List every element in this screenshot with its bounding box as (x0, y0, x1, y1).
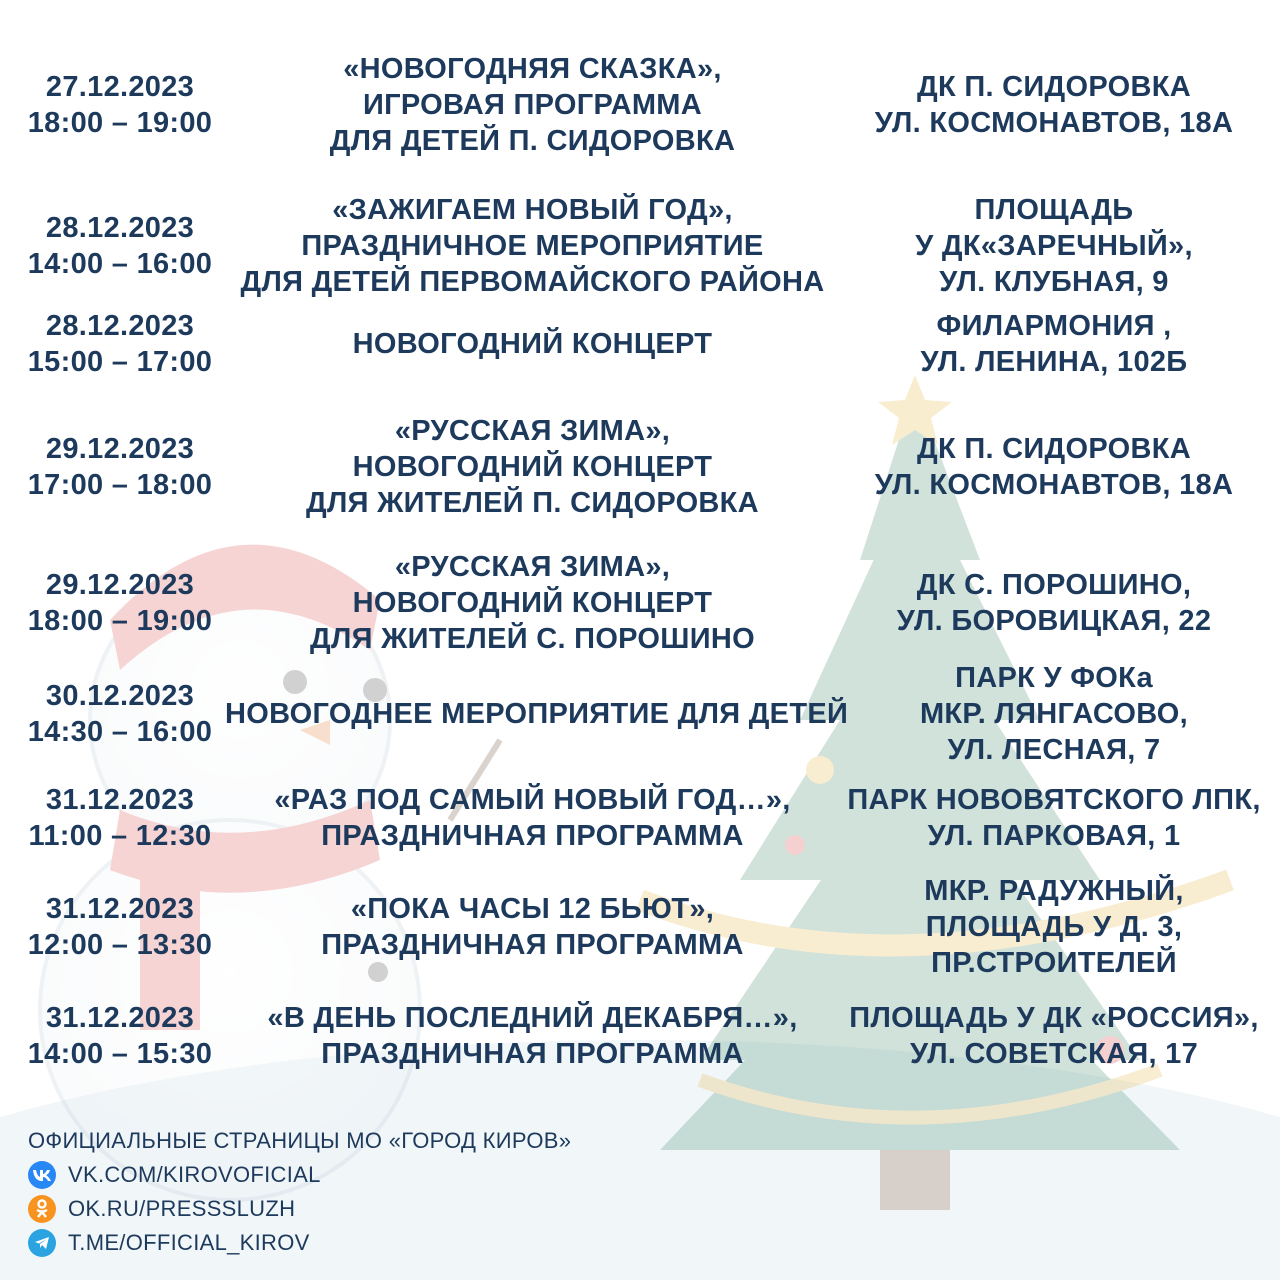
event-place-line: УЛ. КОСМОНАВТОВ, 18А (874, 107, 1234, 139)
event-title-line: ДЛЯ ЖИТЕЛЕЙ П. СИДОРОВКА (306, 487, 759, 519)
event-place-line: УЛ. ЛЕСНАЯ, 7 (947, 734, 1161, 766)
event-place-line: ПЛОЩАДЬ (974, 194, 1134, 226)
event-title-line: НОВОГОДНИЙ КОНЦЕРТ (352, 587, 713, 619)
event-datetime (0, 431, 240, 503)
event-place (838, 873, 1270, 981)
event-datetime-line: 17:00 – 18:00 (27, 469, 213, 501)
event-place (838, 69, 1270, 141)
event-place (838, 567, 1270, 639)
event-place-line: ДК П. СИДОРОВКА (917, 71, 1191, 103)
event-title-line: ПРАЗДНИЧНАЯ ПРОГРАММА (321, 1038, 744, 1070)
event-place-line: УЛ. СОВЕТСКАЯ, 17 (909, 1038, 1199, 1070)
event-place-line: ПР.СТРОИТЕЛЕЙ (931, 947, 1177, 979)
event-datetime-line: 11:00 – 12:30 (28, 820, 212, 852)
social-link-label: OK.RU/PRESSSLUZH (68, 1196, 296, 1221)
social-link-ok[interactable] (28, 1192, 571, 1226)
event-place-line: У ДК«ЗАРЕЧНЫЙ», (915, 230, 1193, 262)
event-row (0, 758, 1280, 878)
event-datetime (0, 1000, 240, 1072)
event-datetime (0, 567, 240, 639)
event-row (0, 976, 1280, 1096)
ok-icon (28, 1195, 56, 1223)
event-title-line: НОВОГОДНИЙ КОНЦЕРТ (352, 451, 713, 483)
event-datetime (0, 308, 240, 380)
event-datetime-line: 29.12.2023 (45, 433, 195, 465)
event-datetime-line: 14:00 – 15:30 (27, 1038, 213, 1070)
social-link-label: VK.COM/KIROVOFICIAL (68, 1162, 321, 1187)
social-link-label: T.ME/OFFICIAL_KIROV (68, 1230, 310, 1255)
event-title-line: «РАЗ ПОД САМЫЙ НОВЫЙ ГОД…», (274, 784, 791, 816)
event-title (225, 549, 840, 657)
event-place-line: ФИЛАРМОНИЯ , (936, 310, 1172, 342)
event-title-line: «ЗАЖИГАЕМ НОВЫЙ ГОД», (332, 194, 733, 226)
event-place (838, 431, 1270, 503)
event-row (0, 45, 1280, 165)
event-title (225, 782, 840, 854)
event-row (0, 654, 1280, 774)
event-place-line: МКР. ЛЯНГАСОВО, (919, 698, 1189, 730)
event-place (838, 1000, 1270, 1072)
event-place-line: ДК П. СИДОРОВКА (917, 433, 1191, 465)
event-datetime-line: 28.12.2023 (45, 310, 195, 342)
event-datetime-line: 14:30 – 16:00 (27, 716, 213, 748)
event-place (838, 782, 1270, 854)
event-place (838, 308, 1270, 380)
event-datetime (0, 210, 240, 282)
event-datetime-line: 27.12.2023 (45, 71, 195, 103)
footer (28, 1124, 571, 1260)
event-title-line: «НОВОГОДНЯЯ СКАЗКА», (343, 53, 722, 85)
event-title-line: «ПОКА ЧАСЫ 12 БЬЮТ», (350, 893, 715, 925)
event-title (225, 51, 840, 159)
event-title-line: ДЛЯ ДЕТЕЙ ПЕРВОМАЙСКОГО РАЙОНА (240, 266, 825, 298)
event-row (0, 284, 1280, 404)
event-place-line: ПЛОЩАДЬ У Д. 3, (925, 911, 1183, 943)
event-title-line: ДЛЯ ДЕТЕЙ П. СИДОРОВКА (329, 125, 736, 157)
event-datetime-line: 18:00 – 19:00 (27, 107, 213, 139)
event-row (0, 407, 1280, 527)
event-datetime-line: 15:00 – 17:00 (27, 346, 213, 378)
event-title-line: ПРАЗДНИЧНАЯ ПРОГРАММА (321, 929, 744, 961)
event-place-line: УЛ. ПАРКОВАЯ, 1 (927, 820, 1181, 852)
event-title (225, 1000, 840, 1072)
event-place-line: УЛ. КОСМОНАВТОВ, 18А (874, 469, 1234, 501)
event-datetime-line: 31.12.2023 (45, 893, 195, 925)
event-place-line: УЛ. ЛЕНИНА, 102Б (920, 346, 1188, 378)
event-place-line: ПЛОЩАДЬ У ДК «РОССИЯ», (849, 1002, 1259, 1034)
event-title-line: НОВОГОДНЕЕ МЕРОПРИЯТИЕ ДЛЯ ДЕТЕЙ (225, 698, 849, 730)
telegram-icon (28, 1229, 56, 1257)
event-datetime-line: 29.12.2023 (45, 569, 195, 601)
vk-icon (28, 1161, 56, 1189)
event-datetime (0, 678, 240, 750)
event-title-line: ДЛЯ ЖИТЕЛЕЙ С. ПОРОШИНО (310, 623, 755, 655)
event-place-line: УЛ. КЛУБНАЯ, 9 (939, 266, 1169, 298)
event-title-line: ПРАЗДНИЧНАЯ ПРОГРАММА (321, 820, 744, 852)
event-place-line: МКР. РАДУЖНЫЙ, (924, 875, 1184, 907)
event-title (225, 413, 840, 521)
event-title (225, 696, 849, 732)
event-place-line: ПАРК У ФОКа (955, 662, 1153, 694)
event-datetime (0, 891, 240, 963)
event-datetime-line: 12:00 – 13:30 (27, 929, 213, 961)
event-title-line: «В ДЕНЬ ПОСЛЕДНИЙ ДЕКАБРЯ…», (267, 1002, 798, 1034)
footer-title: ОФИЦИАЛЬНЫЕ СТРАНИЦЫ МО «ГОРОД КИРОВ» (28, 1128, 572, 1153)
event-datetime-line: 14:00 – 16:00 (27, 248, 213, 280)
event-title-line: ПРАЗДНИЧНОЕ МЕРОПРИЯТИЕ (301, 230, 764, 262)
event-datetime-line: 18:00 – 19:00 (27, 605, 213, 637)
event-title (225, 891, 840, 963)
event-title-line: ИГРОВАЯ ПРОГРАММА (362, 89, 703, 121)
event-datetime-line: 31.12.2023 (45, 1002, 195, 1034)
event-datetime (0, 69, 240, 141)
event-place-line: ПАРК НОВОВЯТСКОГО ЛПК, (847, 784, 1261, 816)
event-title-line: «РУССКАЯ ЗИМА», (394, 415, 671, 447)
event-row (0, 867, 1280, 987)
event-place-line: УЛ. БОРОВИЦКАЯ, 22 (896, 605, 1212, 637)
social-link-vk[interactable] (28, 1158, 571, 1192)
event-datetime-line: 28.12.2023 (45, 212, 195, 244)
event-datetime-line: 30.12.2023 (45, 680, 195, 712)
social-link-telegram[interactable] (28, 1226, 571, 1260)
event-datetime (0, 782, 240, 854)
event-datetime-line: 31.12.2023 (45, 784, 195, 816)
event-place-line: ДК С. ПОРОШИНО, (916, 569, 1192, 601)
event-title (225, 326, 840, 362)
event-title-line: «РУССКАЯ ЗИМА», (394, 551, 671, 583)
event-place (838, 660, 1270, 768)
event-title-line: НОВОГОДНИЙ КОНЦЕРТ (352, 328, 713, 360)
event-row (0, 543, 1280, 663)
